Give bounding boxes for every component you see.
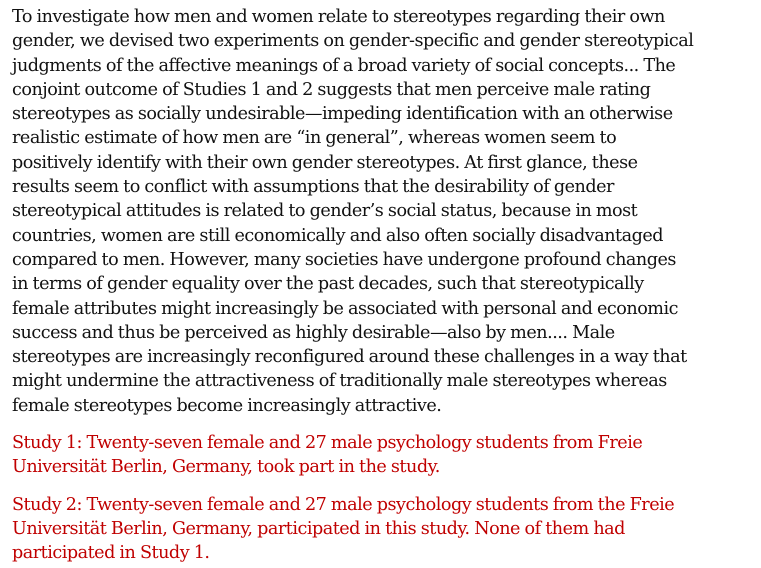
study2-paragraph bbox=[12, 493, 757, 566]
study1-paragraph bbox=[12, 431, 757, 480]
document-body bbox=[12, 5, 757, 566]
paragraph-line: stereotypes are increasingly reconfigured around these challenges in a way that bbox=[12, 347, 687, 368]
paragraph-line: judgments of the affective meanings of a broad variety of social concepts... The bbox=[12, 55, 676, 76]
main-paragraph bbox=[12, 5, 757, 418]
study1-line: Universität Berlin, Germany, took part in the study. bbox=[12, 457, 440, 478]
paragraph-spacer bbox=[12, 480, 757, 493]
paragraph-spacer bbox=[12, 418, 757, 431]
paragraph-line: positively identify with their own gender stereotypes. At first glance, these bbox=[12, 152, 638, 173]
paragraph-line: gender, we devised two experiments on gender-specific and gender stereotypical bbox=[12, 31, 694, 52]
paragraph-line: female attributes might increasingly be associated with personal and economic bbox=[12, 298, 678, 319]
paragraph-line: To investigate how men and women relate to stereotypes regarding their own bbox=[12, 7, 665, 27]
paragraph-line: success and thus be perceived as highly desirable—also by men.... Male bbox=[12, 322, 615, 343]
paragraph-line: stereotypes as socially undesirable—impeding identification with an otherwise bbox=[12, 104, 673, 125]
paragraph-line: countries, women are still economically and also often socially disadvantaged bbox=[12, 225, 664, 246]
paragraph-line: might undermine the attractiveness of traditionally male stereotypes whereas bbox=[12, 371, 667, 392]
paragraph-line: realistic estimate of how men are “in general”, whereas women seem to bbox=[12, 128, 617, 149]
paragraph-line: conjoint outcome of Studies 1 and 2 suggests that men perceive male rating bbox=[12, 79, 651, 100]
study2-line: participated in Study 1. bbox=[12, 543, 210, 564]
paragraph-line: stereotypical attitudes is related to gender’s social status, because in most bbox=[12, 201, 638, 222]
paragraph-line: in terms of gender equality over the past decades, such that stereotypically bbox=[12, 274, 644, 295]
study2-line: Universität Berlin, Germany, participated in this study. None of them had bbox=[12, 518, 625, 539]
study1-line: Study 1: Twenty-seven female and 27 male psychology students from Freie bbox=[12, 433, 643, 454]
study2-line: Study 2: Twenty-seven female and 27 male psychology students from the Freie bbox=[12, 494, 675, 515]
paragraph-line: compared to men. However, many societies have undergone profound changes bbox=[12, 249, 676, 270]
paragraph-line: results seem to conflict with assumptions that the desirability of gender bbox=[12, 177, 614, 198]
paragraph-line: female stereotypes become increasingly attractive. bbox=[12, 395, 442, 416]
